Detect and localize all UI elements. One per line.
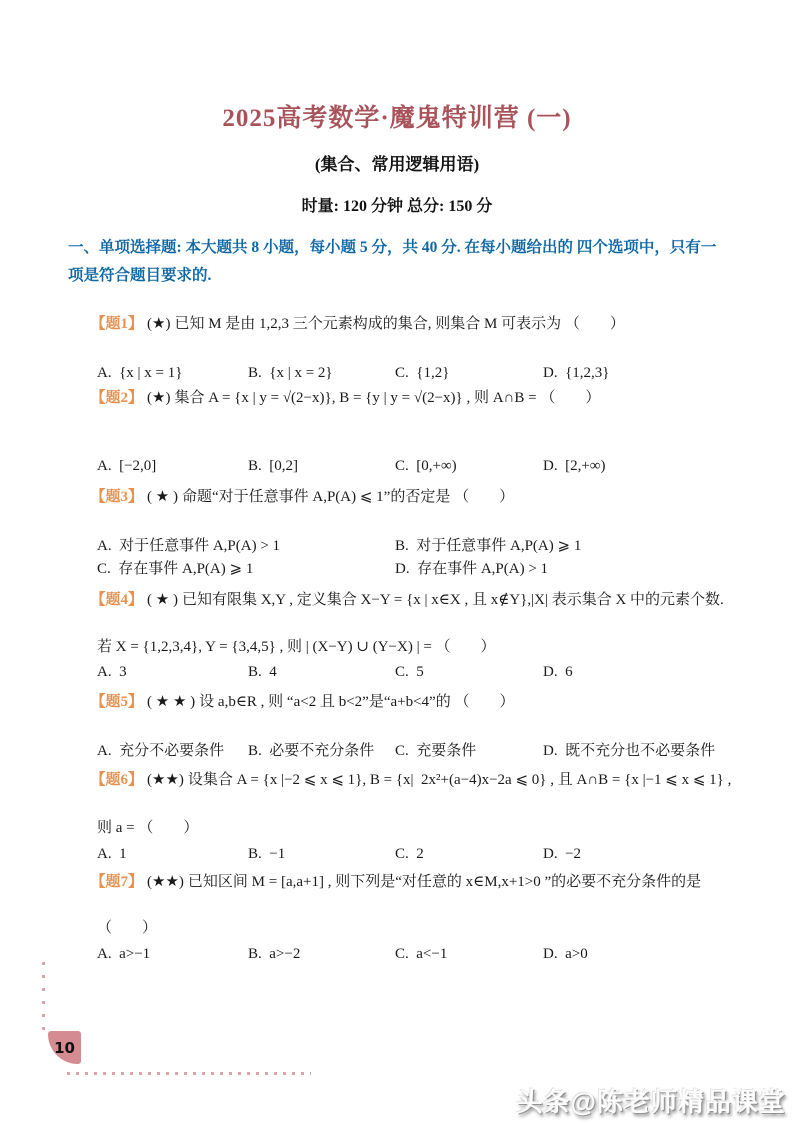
option-d: D. 6 (543, 664, 573, 680)
difficulty-stars: ( ★ ★ ) (147, 694, 196, 710)
stem-text: 设集合 A = {x |−2 ⩽ x ⩽ 1}, B = {x| 2x²+(a−4)x−2a ⩽ 0} , 且 A∩B = {x |−1 ⩽ x ⩽ 1} , (187, 772, 732, 788)
question-label: 【题4】 (90, 592, 144, 608)
question-label: 【题3】 (90, 489, 144, 505)
stem-text-line2: 则 a = （ ） (97, 820, 199, 836)
question-label: 【题5】 (90, 694, 144, 710)
question-6 (68, 750, 738, 864)
question-stem (68, 750, 738, 810)
stem-text: 命题“对于任意事件 A,P(A) ⩽ 1”的否定是 （ ） (181, 489, 515, 505)
question-label: 【题2】 (90, 390, 144, 406)
stem-text-line2: （ ） (97, 920, 158, 936)
stem-text-line2: 若 X = {1,2,3,4}, Y = {3,4,5} , 则 | (X−Y) ∪ (Y−X) | = （ ） (97, 639, 496, 655)
option-c: C. 2 (395, 846, 424, 862)
question-stem (68, 570, 738, 630)
question-label: 【题6】 (90, 772, 144, 788)
time-score-line: 时量: 120 分钟 总分: 150 分 (301, 198, 493, 215)
option-a: A. a>−1 (97, 946, 151, 962)
stem-text: 设 a,b∈R , 则 “a<2 且 b<2”是“a+b<4”的 （ ） (199, 694, 515, 710)
option-d: D. {1,2,3} (543, 365, 610, 381)
dotted-line-horizontal (67, 1072, 311, 1075)
difficulty-stars: (★★) (147, 772, 184, 788)
question-stem (68, 672, 738, 732)
option-b: B. 对于任意事件 A,P(A) ⩾ 1 (395, 538, 582, 554)
option-a: A. 对于任意事件 A,P(A) > 1 (97, 538, 281, 554)
option-d: D. [2,+∞) (543, 458, 606, 474)
option-c: C. 5 (395, 664, 424, 680)
option-d: D. −2 (543, 846, 582, 862)
section-instruction: 一、单项选择题: 本大题共 8 小题，每小题 5 分，共 40 分. 在每小题给出的 四个选项中，只有一项是符合题目要求的. (68, 239, 717, 284)
option-a: A. 3 (97, 664, 127, 680)
difficulty-stars: (★) (147, 316, 171, 332)
option-c: C. [0,+∞) (395, 458, 457, 474)
option-d: D. 既不充分也不必要条件 (543, 743, 716, 759)
difficulty-stars: (★★) (147, 874, 184, 890)
question-2 (68, 368, 738, 476)
option-c: C. {1,2} (395, 365, 450, 381)
option-b: B. 必要不充分条件 (248, 743, 375, 759)
option-a: A. 1 (97, 846, 127, 862)
option-b: B. 4 (248, 664, 277, 680)
difficulty-stars: ( ★ ) (147, 592, 178, 608)
option-b: B. {x | x = 2} (248, 365, 333, 381)
question-label: 【题7】 (90, 874, 144, 890)
option-row (97, 944, 738, 964)
question-stem (68, 368, 738, 428)
option-a: A. [−2,0] (97, 458, 157, 474)
question-5 (68, 672, 738, 761)
stem-text: 已知有限集 X,Y , 定义集合 X−Y = {x | x∈X , 且 x∉Y},|X| 表示集合 X 中的元素个数. (181, 592, 724, 608)
option-d: D. a>0 (543, 946, 588, 962)
question-4 (68, 570, 738, 682)
option-a: A. {x | x = 1} (97, 365, 183, 381)
dotted-line-vertical (42, 962, 45, 1038)
option-b: B. −1 (248, 846, 286, 862)
difficulty-stars: (★) (147, 390, 171, 406)
stem-text: 已知区间 M = [a,a+1] , 则下列是“对任意的 x∈M,x+1>0 ”的必要不充分条件的是 (187, 874, 702, 890)
option-c: C. a<−1 (395, 946, 448, 962)
option-b: B. [0,2] (248, 458, 298, 474)
stem-text: 已知 M 是由 1,2,3 三个元素构成的集合, 则集合 M 可表示为 （ ） (174, 316, 625, 332)
option-a: A. 充分不必要条件 (97, 743, 225, 759)
question-stem (68, 294, 738, 354)
option-b: B. a>−2 (248, 946, 301, 962)
question-3 (68, 467, 738, 579)
page-subtitle: (集合、常用逻辑用语) (314, 155, 480, 174)
question-label: 【题1】 (90, 316, 144, 332)
question-stem (68, 467, 738, 527)
stem-text: 集合 A = {x | y = √(2−x)}, B = {y | y = √(2−x)} , 则 A∩B = （ ） (174, 390, 601, 406)
question-stem (68, 852, 738, 912)
page-title: 2025高考数学·魔鬼特训营 (一) (222, 105, 572, 132)
option-c: C. 存在事件 A,P(A) ⩾ 1 (97, 561, 254, 577)
page-number-badge: 10 (48, 1031, 81, 1064)
difficulty-stars: ( ★ ) (147, 489, 178, 505)
option-c: C. 充要条件 (395, 743, 477, 759)
watermark-text: 头条@陈老师精品课堂 (516, 1087, 786, 1117)
option-d: D. 存在事件 A,P(A) > 1 (395, 561, 549, 577)
question-7 (68, 852, 738, 964)
